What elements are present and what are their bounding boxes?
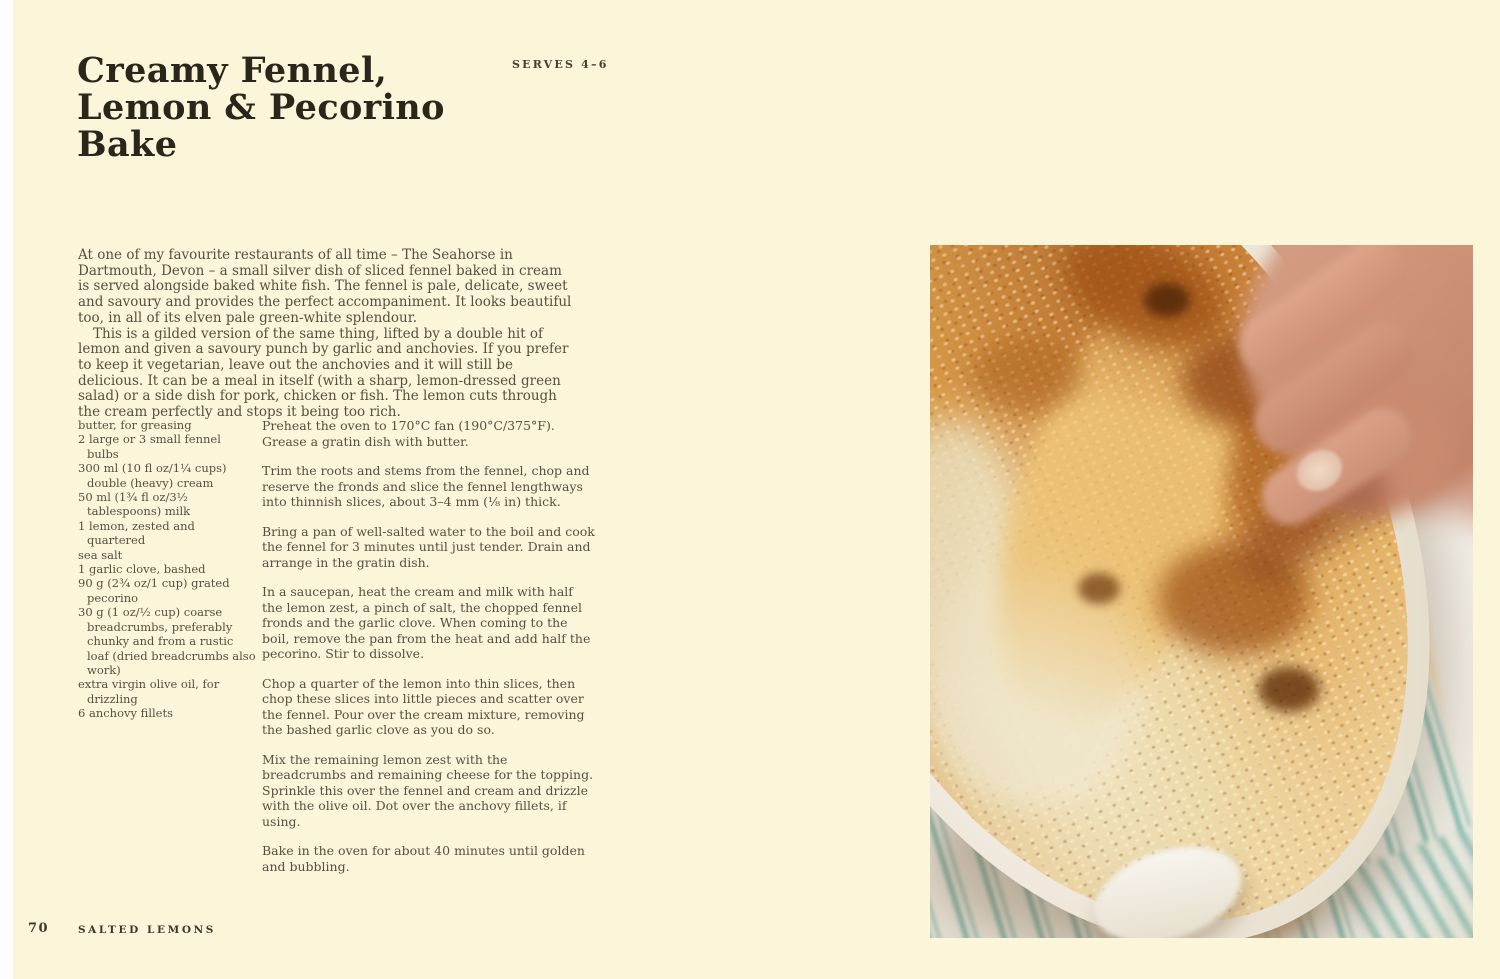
- method-step: Mix the remaining lemon zest with the breadcrumbs and remaining cheese for the topping. Sprinkle this over the fennel and cream and drizzle with the olive oil. Dot over the anchovy fillets, if using.: [262, 751, 594, 829]
- photo-vignette: [930, 245, 1473, 938]
- page-number: 70: [28, 921, 50, 936]
- recipe-intro: [78, 248, 572, 421]
- ingredient-item: 300 ml (10 fl oz/1¼ cups) double (heavy) cream: [78, 461, 227, 490]
- method-steps: [262, 418, 595, 888]
- gratin-photo: [930, 245, 1473, 938]
- serves-label: SERVES 4–6: [512, 58, 609, 71]
- ingredient-item: butter, for greasing: [78, 418, 192, 432]
- ingredient-item: sea salt: [78, 547, 123, 562]
- ingredients-list: [78, 418, 256, 721]
- recipe-title-line-3: Bake: [77, 124, 178, 165]
- ingredient-item: 1 garlic clove, bashed: [78, 562, 206, 577]
- book-title: SALTED LEMONS: [78, 924, 216, 936]
- method-step: Trim the roots and stems from the fennel, chop and reserve the fronds and slice the fennel lengthways into thinnish slices, about 3–4 mm (⅛ in) thick.: [262, 463, 590, 509]
- recipe-title-line-1: Creamy Fennel,: [77, 50, 388, 91]
- ingredient-item: 2 large or 3 small fennel bulbs: [78, 432, 221, 461]
- ingredient-item: extra virgin olive oil, for drizzling: [78, 677, 220, 706]
- recipe-title: [77, 52, 445, 163]
- method-step: Chop a quarter of the lemon into thin slices, then chop these slices into little pieces and scatter over the fennel. Pour over the cream mixture, removing the bashed garlic clove as you do so.: [262, 675, 585, 737]
- ingredient-item: 1 lemon, zested and quartered: [78, 518, 195, 548]
- recipe-title-line-2: Lemon & Pecorino: [77, 87, 445, 128]
- ingredient-item: 6 anchovy fillets: [78, 706, 174, 721]
- ingredient-item: 90 g (2¾ oz/1 cup) grated pecorino: [78, 576, 230, 605]
- method-step: Preheat the oven to 170°C fan (190°C/375°F). Grease a gratin dish with butter.: [262, 418, 555, 449]
- page-edge: [0, 0, 13, 979]
- intro-paragraph: At one of my favourite restaurants of all time – The Seahorse in Dartmouth, Devon – a small silver dish of sliced fennel baked in cream is served alongside baked white fish. The fennel is pale, delicate, sweet and savoury and provides the perfect accompaniment. It looks beautiful too, in all of its elven pale green-white splendour.: [78, 247, 572, 326]
- intro-paragraph: This is a gilded version of the same thing, lifted by a double hit of lemon and given a savoury punch by garlic and anchovies. If you prefer to keep it vegetarian, leave out the anchovies and it will still be delicious. It can be a meal in itself (with a sharp, lemon-dressed green salad) or a side dish for pork, chicken or fish. The lemon cuts through the cream perfectly and stops it being too rich.: [78, 325, 569, 421]
- ingredient-item: 50 ml (1¾ fl oz/3½ tablespoons) milk: [78, 490, 191, 519]
- method-step: In a saucepan, heat the cream and milk with half the lemon zest, a pinch of salt, the chopped fennel fronds and the garlic clove. When coming to the boil, remove the pan from the heat and add half the pecorino. Stir to dissolve.: [262, 584, 591, 661]
- ingredient-item: 30 g (1 oz/½ cup) coarse breadcrumbs, preferably chunky and from a rustic loaf (dried breadcrumbs also work): [78, 605, 256, 677]
- method-step: Bake in the oven for about 40 minutes until golden and bubbling.: [262, 843, 585, 874]
- method-step: Bring a pan of well-salted water to the boil and cook the fennel for 3 minutes until just tender. Drain and arrange in the gratin dish.: [262, 523, 595, 570]
